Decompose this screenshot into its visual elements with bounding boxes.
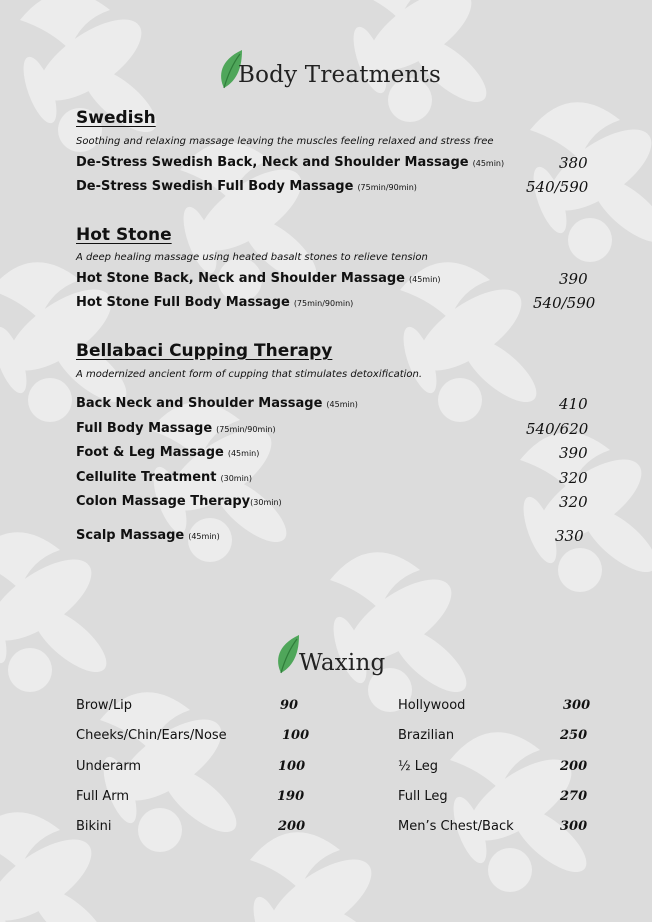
section-heading-swedish: Swedish	[76, 108, 156, 128]
treatment-item	[76, 271, 441, 286]
waxing-item-name: ½ Leg	[398, 759, 438, 774]
waxing-item-name: Hollywood	[398, 698, 466, 713]
waxing-item-price: 300	[560, 819, 588, 834]
treatment-name: De-Stress Swedish Back, Neck and Shoulder Massage	[76, 155, 469, 170]
waxing-item-name: Men’s Chest/Back	[398, 819, 514, 834]
waxing-item-name: Brow/Lip	[76, 698, 133, 713]
treatment-duration: (45min)	[409, 275, 441, 284]
waxing-item-name: Underarm	[76, 759, 142, 774]
waxing-item-price: 300	[563, 698, 591, 713]
waxing-item-price: 200	[560, 759, 588, 774]
treatment-duration: (30min)	[220, 474, 252, 483]
treatment-item	[76, 494, 282, 509]
treatment-price: 410	[559, 395, 588, 413]
section-description-hot-stone: A deep healing massage using heated basalt stones to relieve tension	[76, 252, 428, 263]
section-description-swedish: Soothing and relaxing massage leaving the muscles feeling relaxed and stress free	[76, 136, 494, 147]
treatment-name: Cellulite Treatment	[76, 470, 217, 485]
section-description-cupping: A modernized ancient form of cupping that stimulates detoxification.	[76, 369, 423, 380]
treatment-price: 380	[559, 154, 588, 172]
treatment-name: Foot & Leg Massage	[76, 445, 224, 460]
treatment-item	[76, 179, 417, 194]
waxing-item-price: 190	[277, 789, 305, 804]
waxing-item-name: Cheeks/Chin/Ears/Nose	[76, 728, 227, 743]
treatment-price: 540/590	[533, 294, 596, 312]
waxing-item-price: 100	[282, 728, 310, 743]
treatment-price: 330	[555, 527, 584, 545]
waxing-title: Waxing	[299, 650, 386, 676]
waxing-item-name: Bikini	[76, 819, 112, 834]
treatment-duration: (45min)	[326, 400, 358, 409]
waxing-item-price: 270	[560, 789, 588, 804]
section-heading-cupping: Bellabaci Cupping Therapy	[76, 341, 333, 361]
treatment-duration: (75min/90min)	[293, 299, 354, 308]
treatment-name: Scalp Massage	[76, 528, 185, 543]
waxing-item-name: Full Arm	[76, 789, 130, 804]
treatment-item	[76, 155, 504, 170]
treatment-price: 390	[559, 270, 588, 288]
treatment-name: Full Body Massage	[76, 421, 213, 436]
waxing-item-name: Full Leg	[398, 789, 448, 804]
treatment-item	[76, 295, 353, 310]
treatment-duration: (75min/90min)	[357, 183, 417, 192]
treatment-name: Colon Massage Therapy	[76, 494, 251, 509]
treatment-item	[76, 470, 252, 485]
section-heading-hot-stone: Hot Stone	[76, 225, 172, 245]
waxing-item-price: 90	[280, 698, 299, 713]
treatment-duration: (45min)	[472, 159, 505, 168]
treatment-name: Hot Stone Back, Neck and Shoulder Massage	[76, 271, 405, 286]
treatment-name: Hot Stone Full Body Massage	[76, 295, 290, 310]
waxing-item-price: 100	[278, 759, 306, 774]
treatment-item	[76, 421, 276, 436]
treatment-duration: (45min)	[227, 449, 260, 458]
waxing-item-price: 200	[278, 819, 306, 834]
body-treatments-title: Body Treatments	[238, 62, 441, 88]
treatment-duration: (30min)	[250, 498, 282, 507]
waxing-item-price: 250	[560, 728, 588, 743]
treatment-name: Back Neck and Shoulder Massage	[76, 396, 323, 411]
treatment-item	[76, 396, 358, 411]
treatment-price: 540/620	[526, 420, 589, 438]
treatment-name: De-Stress Swedish Full Body Massage	[76, 179, 354, 194]
treatment-price: 390	[559, 444, 588, 462]
treatment-price: 540/590	[526, 178, 589, 196]
treatment-price: 320	[559, 469, 588, 487]
treatment-duration: (75min/90min)	[216, 425, 276, 434]
treatment-item	[76, 528, 220, 543]
treatment-item	[76, 445, 259, 460]
waxing-item-name: Brazilian	[398, 728, 455, 743]
treatment-price: 320	[559, 493, 588, 511]
treatment-duration: (45min)	[188, 532, 220, 541]
